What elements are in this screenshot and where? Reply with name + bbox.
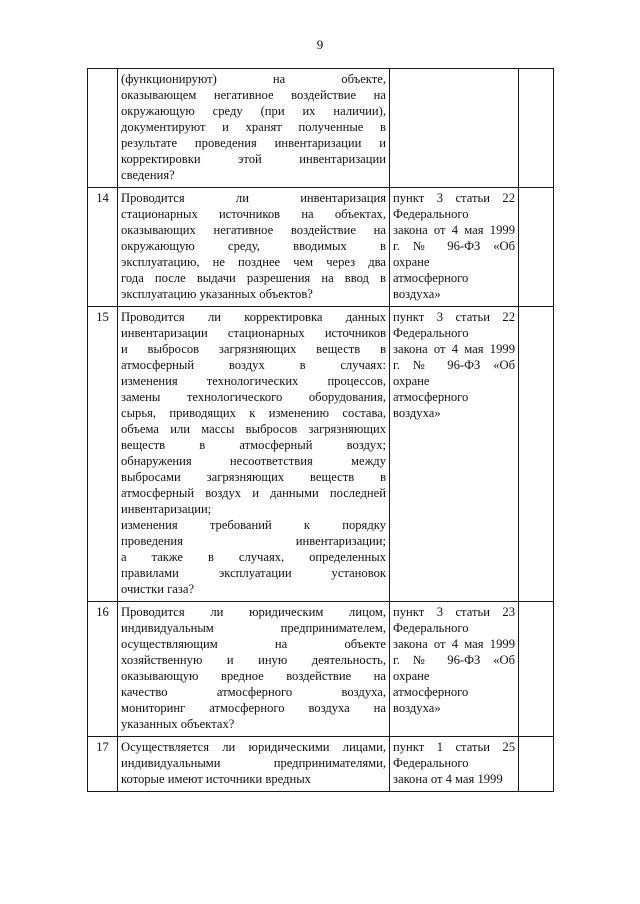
question-text-line: сведения? (121, 168, 175, 182)
question-text-line: правилами эксплуатации установок (121, 566, 386, 580)
legal-reference-line: охране (393, 374, 430, 388)
legal-reference-cell (390, 307, 519, 602)
legal-reference-line: пункт 3 статьи 22 (393, 191, 515, 205)
question-text-line: года после выдачи разрешения на ввод в (121, 271, 386, 285)
question-text-line: замены технологического оборудования, (121, 390, 386, 404)
question-text-line: Проводится ли корректировка данных (121, 310, 386, 324)
question-cell (118, 737, 390, 792)
legal-reference-line: пункт 3 статьи 23 (393, 605, 515, 619)
question-text-line: а также в случаях, определенных (121, 550, 386, 564)
legal-reference-line: воздуха» (393, 701, 441, 715)
legal-reference-line: закона от 4 мая 1999 (393, 223, 515, 237)
notes-cell (519, 188, 554, 307)
legal-reference-line: Федерального (393, 621, 469, 635)
table-row (88, 602, 554, 737)
legal-reference-line: г. № 96-ФЗ «Об (393, 239, 515, 253)
legal-reference-line: пункт 3 статьи 22 (393, 310, 515, 324)
question-text-line: веществ в атмосферный воздух; (121, 438, 386, 452)
question-cell (118, 188, 390, 307)
question-text-line: Проводится ли юридическим лицом, (121, 605, 386, 619)
question-text-line: оказывающем негативное воздействие на (121, 88, 386, 102)
row-number: 17 (88, 737, 118, 792)
question-text-line: документируют и хранят полученные в (121, 120, 386, 134)
legal-reference-line: воздуха» (393, 406, 441, 420)
legal-reference-line: атмосферного (393, 271, 469, 285)
question-text-line: и выбросов загрязняющих веществ в (121, 342, 386, 356)
notes-cell (519, 307, 554, 602)
legal-reference-line: закона от 4 мая 1999 (393, 342, 515, 356)
question-text-line: стационарных источников на объектах, (121, 207, 386, 221)
table-row (88, 307, 554, 602)
legal-reference-line: охране (393, 255, 430, 269)
question-text-line: выбросами загрязняющих веществ в (121, 470, 386, 484)
legal-reference-line: Федерального (393, 326, 469, 340)
legal-reference-cell (390, 602, 519, 737)
notes-cell (519, 737, 554, 792)
question-text-line: сырья, приводящих к изменению состава, (121, 406, 386, 420)
row-number: 14 (88, 188, 118, 307)
question-text-line: эксплуатацию, не позднее чем через два (121, 255, 386, 269)
question-text-line: атмосферный воздух и данными последней (121, 486, 386, 500)
legal-reference-line: г. № 96-ФЗ «Об (393, 358, 515, 372)
legal-reference-line: атмосферного (393, 685, 469, 699)
question-text-line: эксплуатацию указанных объектов? (121, 287, 313, 301)
question-text-line: проведения инвентаризации; (121, 534, 386, 548)
question-text-line: инвентаризации; (121, 502, 212, 516)
question-cell (118, 69, 390, 188)
notes-cell (519, 69, 554, 188)
table-row (88, 69, 554, 188)
question-text-line: индивидуальными предпринимателями, (121, 756, 386, 770)
legal-reference-line: охране (393, 669, 430, 683)
notes-cell (519, 602, 554, 737)
legal-reference-line: Федерального (393, 207, 469, 221)
question-text-line: корректировки этой инвентаризации (121, 152, 386, 166)
legal-reference-line: Федерального (393, 756, 469, 770)
legal-reference-cell (390, 188, 519, 307)
question-text-line: очистки газа? (121, 582, 195, 596)
checklist-rows (88, 69, 554, 792)
question-text-line: которые имеют источники вредных (121, 772, 311, 786)
question-text-line: результате проведения инвентаризации и (121, 136, 386, 150)
question-text-line: оказывающую вредное воздействие на (121, 669, 386, 683)
question-text-line: окружающую среду, вводимых в (121, 239, 386, 253)
legal-reference-line: закона от 4 мая 1999 (393, 772, 503, 786)
legal-reference-line: пункт 1 статьи 25 (393, 740, 515, 754)
question-text-line: изменения технологических процессов, (121, 374, 386, 388)
legal-reference-cell (390, 737, 519, 792)
page-number: 9 (316, 37, 324, 52)
legal-reference-cell (390, 69, 519, 188)
question-text-line: обнаружения несоответствия между (121, 454, 386, 468)
question-text-line: объема или массы выбросов загрязняющих (121, 422, 386, 436)
question-text-line: указанных объектах? (121, 717, 235, 731)
question-text-line: оказывающих негативное воздействие на (121, 223, 386, 237)
question-cell (118, 307, 390, 602)
question-text-line: Осуществляется ли юридическими лицами, (121, 740, 386, 754)
row-number: 15 (88, 307, 118, 602)
legal-reference-line: г. № 96-ФЗ «Об (393, 653, 515, 667)
question-cell (118, 602, 390, 737)
legal-reference-line: закона от 4 мая 1999 (393, 637, 515, 651)
legal-reference-line: воздуха» (393, 287, 441, 301)
legal-reference-line: атмосферного (393, 390, 469, 404)
question-text-line: инвентаризации стационарных источников (121, 326, 386, 340)
row-number: 16 (88, 602, 118, 737)
question-text-line: хозяйственную и иную деятельность, (121, 653, 386, 667)
question-text-line: изменения требований к порядку (121, 518, 386, 532)
question-text-line: атмосферный воздух в случаях: (121, 358, 386, 372)
question-text-line: окружающую среду (при их наличии), (121, 104, 386, 118)
table-row (88, 188, 554, 307)
question-text-line: мониторинг атмосферного воздуха на (121, 701, 386, 715)
question-text-line: осуществляющим на объекте (121, 637, 386, 651)
question-text-line: индивидуальным предпринимателем, (121, 621, 386, 635)
question-text-line: качество атмосферного воздуха, (121, 685, 386, 699)
row-number (88, 69, 118, 188)
table-row (88, 737, 554, 792)
question-text-line: (функционируют) на объекте, (121, 72, 386, 86)
question-text-line: Проводится ли инвентаризация (121, 191, 386, 205)
checklist-table (87, 68, 554, 792)
